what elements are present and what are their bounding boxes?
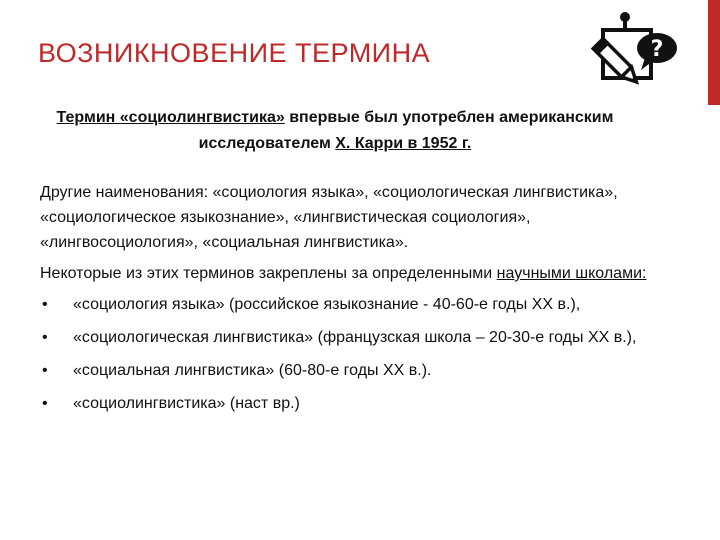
- bullet-marker: •: [42, 395, 48, 412]
- clipboard-question-icon: [583, 10, 683, 90]
- bullet-marker: •: [42, 296, 48, 313]
- lead-text: впервые был употреблен американским исследователем: [198, 109, 614, 152]
- schools-paragraph: [40, 261, 650, 286]
- list-item: [40, 292, 650, 317]
- list-item: [40, 391, 650, 416]
- svg-text:?: ?: [650, 37, 664, 62]
- list-item-text: «социальная лингвистика» (60-80-е годы XX в.).: [73, 362, 432, 379]
- school-list: [40, 292, 650, 416]
- lead-statement: [40, 105, 630, 157]
- other-names-paragraph: Другие наименования: «социология языка», «социологическая лингвистика», «социологическое языкознание», «лингвистическая социология», «лингвосоциология», «социальная лингвистика».: [40, 184, 618, 251]
- slide-body: [40, 180, 650, 424]
- bullet-marker: •: [42, 362, 48, 379]
- list-item-text: «социологическая лингвистика» (французская школа – 20-30-е годы XX в.),: [73, 329, 637, 346]
- author-highlight: Х. Карри в 1952 г.: [335, 135, 472, 152]
- accent-bar: [708, 0, 720, 105]
- list-item: [40, 325, 650, 350]
- schools-underlined: научными школами:: [496, 265, 647, 282]
- list-item-text: «социолингвистика» (наст вр.): [73, 395, 300, 412]
- bullet-marker: •: [42, 329, 48, 346]
- list-item: [40, 358, 650, 383]
- slide-title: ВОЗНИКНОВЕНИЕ ТЕРМИНА: [38, 38, 431, 68]
- list-item-text: «социология языка» (российское языкознание - 40-60-е годы XX в.),: [73, 296, 581, 313]
- term-highlight: Термин «социолингвистика»: [56, 109, 285, 126]
- schools-text: Некоторые из этих терминов закреплены за определенными: [40, 265, 497, 282]
